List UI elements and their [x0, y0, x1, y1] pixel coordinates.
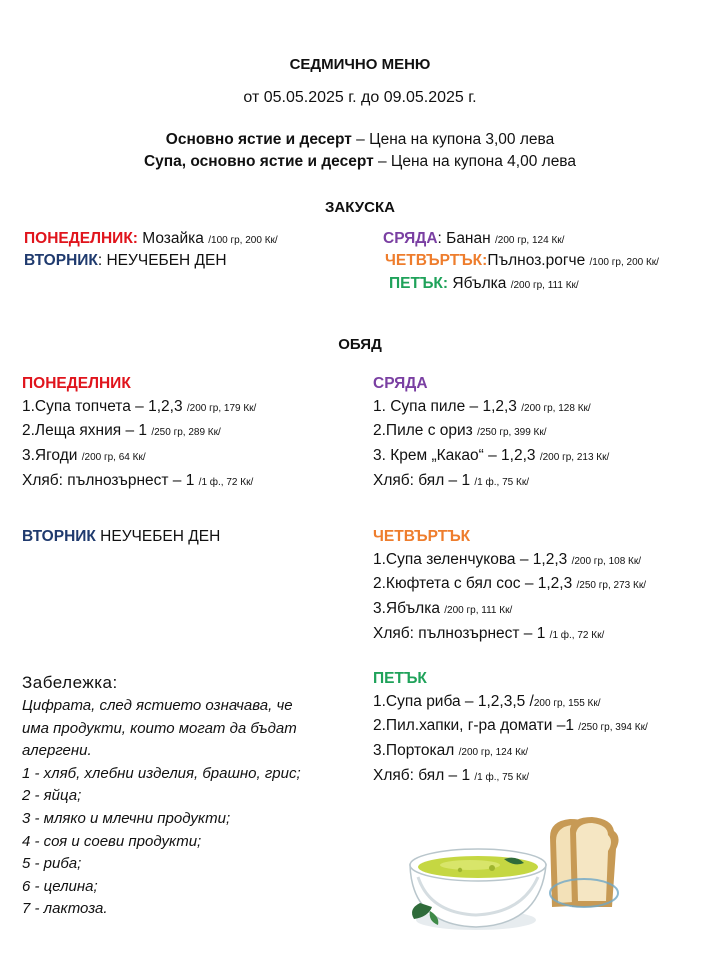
item-info: /200 гр, 64 Кк/ — [81, 452, 146, 464]
breakfast-tuesday-day: ВТОРНИК — [24, 252, 98, 269]
lunch-thursday-item — [373, 549, 646, 574]
lunch-wednesday — [373, 373, 609, 495]
breakfast-wednesday — [383, 230, 564, 248]
lunch-tuesday-note: НЕУЧЕБЕН ДЕН — [95, 528, 221, 545]
allergen-note-line: 3 - мляко и млечни продукти; — [22, 809, 231, 827]
item-text: 3. Крем „Какао“ – 1,2,3 — [373, 447, 540, 465]
breakfast-thursday-food: Пълноз.рогче — [487, 252, 590, 269]
soup-bowl-and-bread-icon — [400, 815, 630, 935]
item-text: 2.Пиле с ориз — [373, 422, 478, 440]
breakfast-heading: ЗАКУСКА — [325, 199, 395, 216]
allergen-note-line: 1 - хляб, хлебни изделия, брашно, грис; — [22, 764, 301, 782]
item-text: Хляб: бял – 1 — [373, 766, 475, 784]
breakfast-tuesday-food: : НЕУЧЕБЕН ДЕН — [97, 252, 227, 269]
item-text: 3.Ябълка — [373, 600, 445, 618]
item-info: /1 ф., 72 Кк/ — [549, 629, 605, 641]
lunch-thursday-item — [373, 598, 646, 623]
lunch-monday-item — [22, 445, 256, 470]
lunch-monday-item — [22, 470, 256, 495]
price-line-full-label: Супа, основно ястие и десерт — [143, 153, 374, 170]
allergen-note-line: Цифрата, след ястието означава, че — [22, 697, 293, 714]
price-line-full — [0, 153, 720, 171]
item-info: /200 гр, 124 Кк/ — [458, 747, 529, 759]
allergen-note-title: Забележка: — [22, 673, 118, 692]
price-line-main-label: Основно ястие и десерт — [165, 131, 352, 148]
breakfast-friday-food: Ябълка — [448, 275, 511, 292]
breakfast-thursday — [385, 252, 659, 270]
item-info: /1 ф., 72 Кк/ — [198, 476, 254, 488]
allergen-note-line: 4 - соя и соеви продукти; — [22, 832, 202, 850]
allergen-note-line: има продукти, които могат да бъдат — [22, 719, 297, 737]
lunch-monday-item — [22, 396, 256, 421]
price-line-full-value: – Цена на купона 4,00 лева — [373, 153, 576, 170]
item-info: 200 гр, 155 Кк/ — [533, 697, 601, 709]
item-info: /250 гр, 289 Кк/ — [151, 427, 221, 439]
item-text: 1.Супа зеленчукова – 1,2,3 — [373, 550, 572, 568]
lunch-thursday — [373, 526, 646, 648]
lunch-friday — [373, 668, 648, 790]
allergen-note — [22, 695, 301, 921]
item-text: 2.Кюфтета с бял сос – 1,2,3 — [373, 575, 577, 593]
item-info: /250 гр, 399 Кк/ — [477, 427, 547, 439]
item-info: /200 гр, 111 Кк/ — [444, 605, 513, 617]
allergen-note-line: 6 - целина; — [22, 877, 98, 895]
item-text: Хляб: пълнозърнест – 1 — [22, 471, 199, 489]
breakfast-friday — [389, 275, 579, 293]
item-text: 3.Портокал — [373, 742, 459, 760]
breakfast-thursday-day: ЧЕТВЪРТЪК: — [385, 252, 488, 269]
breakfast-monday-info: /100 гр, 200 Кк/ — [208, 235, 278, 246]
lunch-wednesday-day: СРЯДА — [373, 375, 428, 392]
bread-icon — [550, 817, 619, 907]
lunch-monday — [22, 373, 256, 495]
item-text: Хляб: бял – 1 — [373, 471, 475, 489]
item-info: /200 гр, 108 Кк/ — [571, 555, 642, 567]
breakfast-monday-food: Мозайка — [137, 230, 209, 247]
item-info: /250 гр, 273 Кк/ — [576, 580, 646, 592]
price-line-main — [0, 131, 720, 149]
lunch-heading: ОБЯД — [338, 336, 382, 353]
soup-bowl-icon — [410, 849, 546, 930]
allergen-note-line: 2 - яйца; — [22, 787, 82, 805]
lunch-wednesday-item — [373, 445, 609, 470]
item-info: /200 гр, 213 Кк/ — [539, 452, 610, 464]
lunch-wednesday-item — [373, 420, 609, 445]
breakfast-wednesday-food: : Банан — [437, 230, 495, 247]
lunch-friday-item — [373, 740, 648, 765]
price-line-main-value: – Цена на купона 3,00 лева — [351, 131, 555, 148]
item-text: Хляб: пълнозърнест – 1 — [373, 624, 550, 642]
lunch-wednesday-item — [373, 470, 609, 495]
breakfast-monday — [24, 230, 278, 248]
item-text: 1. Супа пиле – 1,2,3 — [373, 397, 522, 415]
item-text: 3.Ягоди — [22, 447, 82, 465]
item-info: /200 гр, 128 Кк/ — [521, 402, 591, 414]
lunch-friday-item — [373, 715, 648, 740]
lunch-friday-day: ПЕТЪК — [373, 670, 427, 687]
breakfast-thursday-info: /100 гр, 200 Кк/ — [589, 257, 659, 268]
breakfast-monday-day: ПОНЕДЕЛНИК: — [24, 230, 138, 247]
lunch-thursday-item — [373, 573, 646, 598]
lunch-tuesday-day: ВТОРНИК — [22, 528, 96, 545]
item-text: 2.Леща яхния – 1 — [22, 422, 152, 440]
lunch-thursday-item — [373, 623, 646, 648]
allergen-note-line: алергени. — [22, 742, 92, 760]
item-text: 2.Пил.хапки, г-ра домати –1 — [373, 717, 579, 735]
item-text: 1.Супа топчета – 1,2,3 — [22, 397, 187, 415]
item-info: /200 гр, 179 Кк/ — [186, 402, 257, 414]
breakfast-friday-info: /200 гр, 111 Кк/ — [510, 280, 579, 291]
menu-period: от 05.05.2025 г. до 09.05.2025 г. — [243, 89, 477, 106]
breakfast-wednesday-day: СРЯДА — [383, 230, 438, 247]
lunch-monday-item — [22, 420, 256, 445]
breakfast-wednesday-info: /200 гр, 124 Кк/ — [494, 235, 565, 246]
breakfast-tuesday — [24, 252, 227, 270]
item-info: /1 ф., 75 Кк/ — [474, 476, 529, 488]
lunch-thursday-day: ЧЕТВЪРТЪК — [373, 528, 471, 545]
lunch-friday-item — [373, 765, 648, 790]
lunch-wednesday-item — [373, 396, 609, 421]
allergen-note-line: 7 - лактоза. — [22, 900, 108, 918]
item-info: /250 гр, 394 Кк/ — [578, 722, 648, 734]
item-text: 1.Супа риба – 1,2,3,5 / — [373, 692, 534, 710]
item-info: /1 ф., 75 Кк/ — [474, 771, 529, 783]
breakfast-friday-day: ПЕТЪК: — [389, 275, 449, 292]
lunch-friday-item — [373, 691, 648, 716]
lunch-monday-day: ПОНЕДЕЛНИК — [22, 375, 131, 392]
menu-title: СЕДМИЧНО МЕНЮ — [289, 56, 431, 73]
lunch-tuesday — [22, 526, 220, 549]
allergen-note-line: 5 - риба; — [22, 855, 82, 873]
